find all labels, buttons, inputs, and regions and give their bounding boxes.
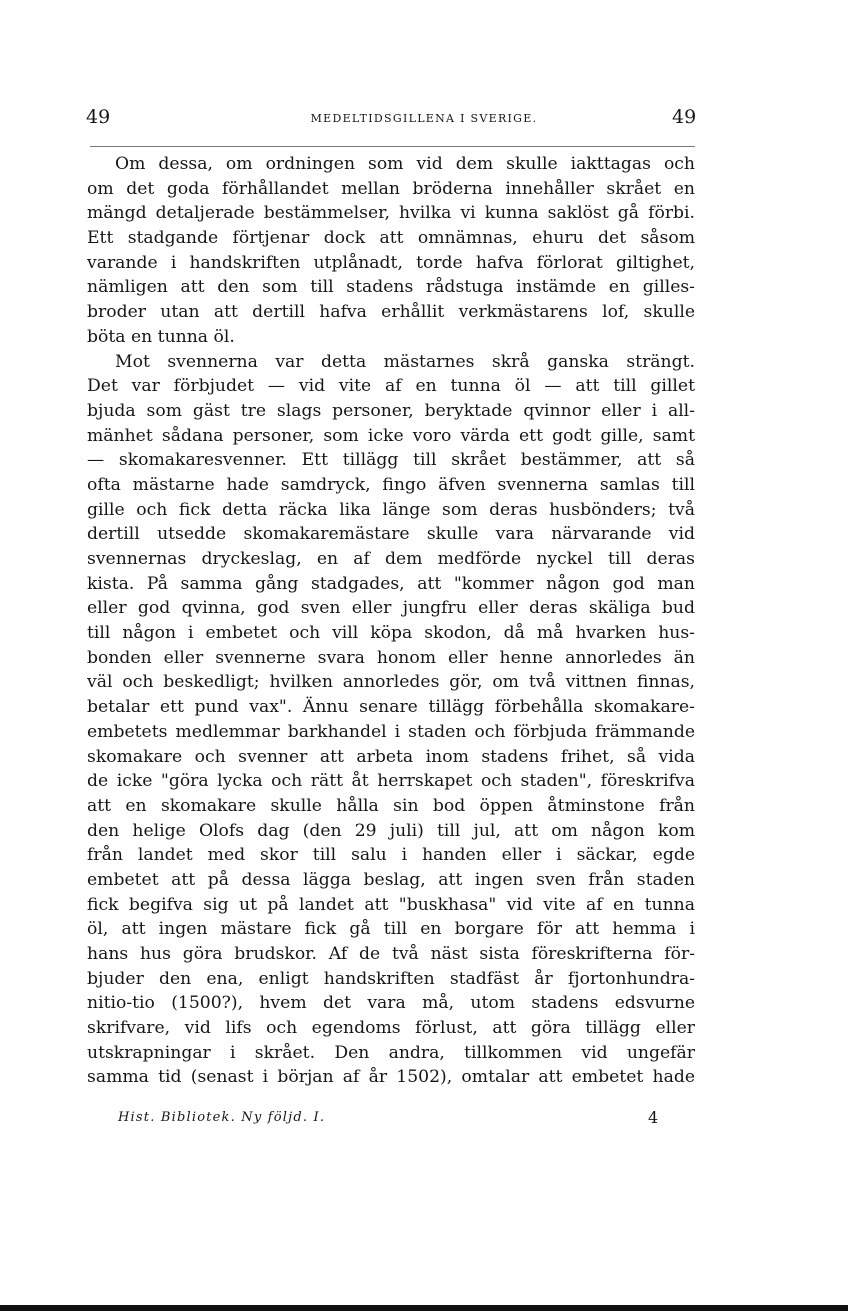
page-number-right: 49 bbox=[672, 106, 697, 128]
page-number-left: 49 bbox=[86, 106, 111, 128]
text-line: om det goda förhållandet mellan bröderna innehåller skrået en bbox=[87, 178, 695, 199]
text-line: mänhet sådana personer, som icke voro värda ett godt gille, samt bbox=[87, 425, 695, 446]
text-line: svennernas dryckeslag, en af dem medförde nyckel till deras bbox=[87, 549, 695, 569]
running-header-title: MEDELTIDSGILLENA I SVERIGE. bbox=[310, 112, 538, 125]
text-line: mängd detaljerade bestämmelser, hvilka vi kunna saklöst gå förbi. bbox=[87, 203, 695, 224]
text-line: hans hus göra brudskor. Af de två näst sista föreskrifterna för- bbox=[87, 944, 695, 964]
text-line: skrifvare, vid lifs och egendoms förlust, att göra tillägg eller bbox=[87, 1018, 695, 1039]
text-line: öl, att ingen mästare fick gå till en borgare för att hemma i bbox=[87, 919, 695, 940]
text-line: varande i handskriften utplånadt, torde hafva förlorat giltighet, bbox=[87, 252, 695, 273]
text-line: den helige Olofs dag (den 29 juli) till jul, att om någon kom bbox=[87, 820, 695, 841]
text-line: dertill utsedde skomakaremästare skulle vara närvarande vid bbox=[87, 524, 695, 545]
text-line: broder utan att dertill hafva erhållit verkmästarens lof, skulle bbox=[87, 302, 695, 323]
text-line: Om dessa, om ordningen som vid dem skulle iakttagas och bbox=[115, 154, 695, 174]
text-line: skomakare och svenner att arbeta inom stadens frihet, så vida bbox=[87, 746, 695, 767]
footer-source: Hist. Bibliotek. Ny följd. I. bbox=[118, 1110, 326, 1125]
text-line: — skomakaresvenner. Ett tillägg till skrået bestämmer, att så bbox=[87, 450, 695, 471]
text-line: Mot svennerna var detta mästarnes skrå ganska strängt. bbox=[115, 351, 695, 372]
text-line: böta en tunna öl. bbox=[87, 326, 235, 347]
text-line: bjuder den ena, enligt handskriften stadfäst år fjortonhundra- bbox=[87, 968, 695, 989]
text-line: Det var förbjudet — vid vite af en tunna öl — att till gillet bbox=[87, 376, 695, 397]
text-line: bonden eller svennerne svara honom eller henne annorledes än bbox=[87, 647, 695, 668]
text-line: embetets medlemmar barkhandel i staden och förbjuda främmande bbox=[87, 721, 695, 742]
text-line: ofta mästarne hade samdryck, fingo äfven svennerna samlas till bbox=[87, 474, 695, 495]
text-line: bjuda som gäst tre slags personer, beryktade qvinnor eller i all- bbox=[87, 400, 695, 421]
text-line: eller god qvinna, god sven eller jungfru eller deras skäliga bud bbox=[87, 598, 695, 619]
text-line: utskrapningar i skrået. Den andra, tillkommen vid ungefär bbox=[87, 1042, 695, 1063]
text-line: betalar ett pund vax". Ännu senare tillägg förbehålla skomakare- bbox=[87, 697, 695, 718]
body-text bbox=[87, 152, 695, 1090]
text-line: nämligen att den som till stadens rådstuga instämde en gilles- bbox=[87, 277, 695, 298]
signature-mark: 4 bbox=[648, 1108, 659, 1127]
scan-edge-bar bbox=[0, 1305, 848, 1311]
text-line: samma tid (senast i början af år 1502), omtalar att embetet hade bbox=[87, 1067, 695, 1088]
text-line: nitio-tio (1500?), hvem det vara må, utom stadens edsvurne bbox=[87, 993, 695, 1014]
text-line: de icke "göra lycka och rätt åt herrskapet och staden", föreskrifva bbox=[87, 771, 695, 792]
text-line: till någon i embetet och vill köpa skodon, då må hvarken hus- bbox=[87, 623, 695, 644]
text-line: från landet med skor till salu i handen eller i säckar, egde bbox=[87, 845, 695, 866]
text-line: gille och fick detta räcka lika länge som deras husbönders; två bbox=[87, 499, 695, 520]
text-line: fick begifva sig ut på landet att "buskhasa" vid vite af en tunna bbox=[87, 894, 695, 915]
text-line: kista. På samma gång stadgades, att "kommer någon god man bbox=[87, 573, 695, 594]
text-line: Ett stadgande förtjenar dock att omnämnas, ehuru det såsom bbox=[87, 228, 695, 249]
text-line: embetet att på dessa lägga beslag, att ingen sven från staden bbox=[87, 869, 695, 890]
text-line: att en skomakare skulle hålla sin bod öppen åtminstone från bbox=[87, 795, 695, 816]
header-rule bbox=[90, 146, 695, 147]
text-line: väl och beskedligt; hvilken annorledes gör, om två vittnen finnas, bbox=[87, 672, 695, 693]
